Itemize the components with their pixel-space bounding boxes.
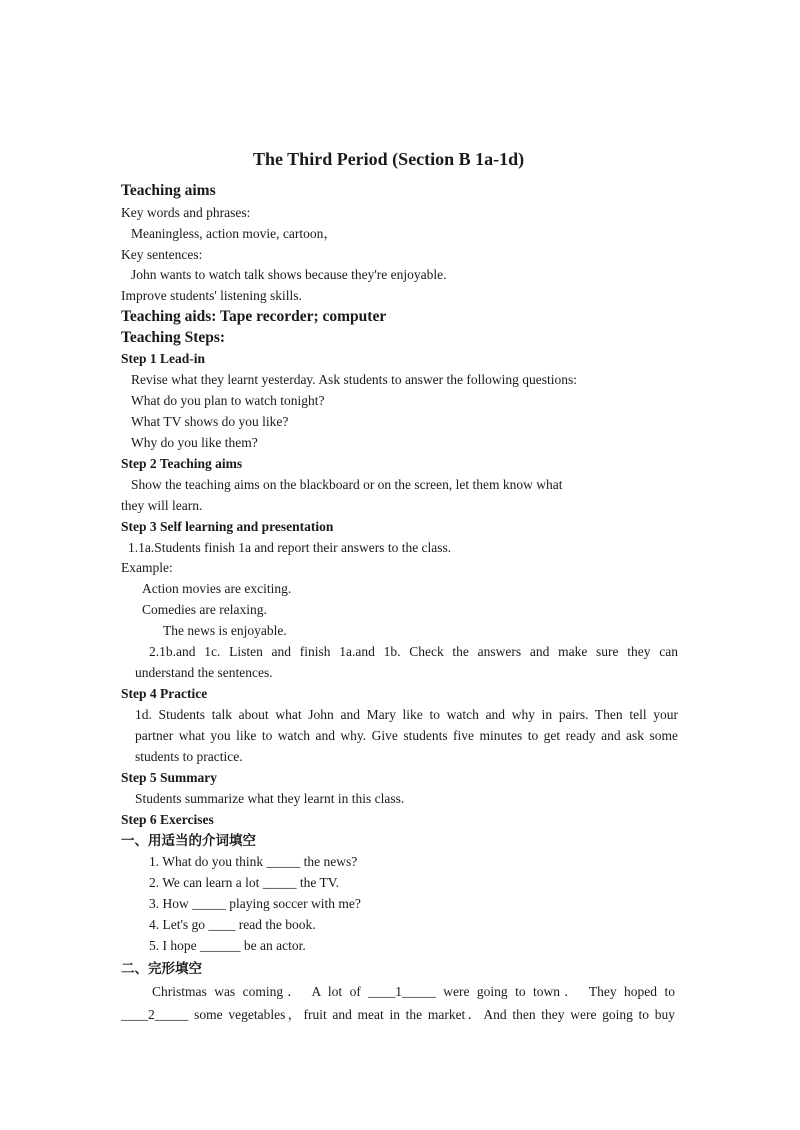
step4-line: partner what you like to watch and why. Give students five minutes to get ready and ask some: [135, 728, 678, 743]
step2-heading: Step 2 Teaching aims: [121, 456, 243, 471]
exercise-part1-heading: 一、用适当的介词填空: [121, 833, 256, 849]
step6-heading: Step 6 Exercises: [121, 812, 214, 827]
step2-line: they will learn.: [121, 498, 203, 513]
exercise-item: 3. How _____ playing soccer with me?: [149, 896, 361, 911]
exercise-item: 5. I hope ______ be an actor.: [149, 938, 306, 953]
step3-line: 2.1b.and 1c. Listen and finish 1a.and 1b. Check the answers and make sure they can: [149, 644, 678, 659]
page-title: The Third Period (Section B 1a-1d): [253, 149, 525, 169]
teaching-steps-heading: Teaching Steps:: [121, 329, 226, 346]
step5-line: Students summarize what they learnt in this class.: [135, 791, 405, 806]
example-label: Example:: [121, 560, 173, 575]
example-sentence: The news is enjoyable.: [163, 623, 287, 638]
cloze-line: ____2_____ some vegetables，fruit and meat in the market．And then they were going to buy: [121, 1007, 675, 1022]
step5-heading: Step 5 Summary: [121, 770, 218, 785]
key-words: Meaningless, action movie, cartoon，: [131, 226, 337, 241]
step1-line: Revise what they learnt yesterday. Ask students to answer the following questions:: [131, 372, 578, 387]
step1-line: Why do you like them?: [131, 435, 258, 450]
step4-line: 1d. Students talk about what John and Mary like to watch and why in pairs. Then tell your: [135, 707, 678, 722]
step3-heading: Step 3 Self learning and presentation: [121, 519, 334, 534]
step2-line: Show the teaching aims on the blackboard or on the screen, let them know what: [131, 477, 563, 492]
teaching-aims-heading: Teaching aims: [121, 182, 216, 199]
step1-line: What TV shows do you like?: [131, 414, 289, 429]
key-sentences-label: Key sentences:: [121, 247, 203, 262]
step4-line: students to practice.: [135, 749, 243, 764]
step4-heading: Step 4 Practice: [121, 686, 208, 701]
step1-line: What do you plan to watch tonight?: [131, 393, 325, 408]
improve-skills: Improve students' listening skills.: [121, 288, 302, 303]
step3-line: 1.1a.Students finish 1a and report their answers to the class.: [128, 540, 452, 555]
exercise-item: 1. What do you think _____ the news?: [149, 854, 358, 869]
teaching-aids-heading: Teaching aids: Tape recorder; computer: [121, 308, 387, 325]
exercise-item: 2. We can learn a lot _____ the TV.: [149, 875, 340, 890]
cloze-line: Christmas was coming． A lot of ____1_____ were going to town． They hoped to: [152, 984, 675, 999]
key-sentence: John wants to watch talk shows because they're enjoyable.: [131, 267, 447, 282]
step3-line: understand the sentences.: [135, 665, 273, 680]
key-words-label: Key words and phrases:: [121, 205, 251, 220]
example-sentence: Action movies are exciting.: [142, 581, 292, 596]
example-sentence: Comedies are relaxing.: [142, 602, 267, 617]
exercise-part2-heading: 二、完形填空: [121, 961, 202, 977]
step1-heading: Step 1 Lead-in: [121, 351, 206, 366]
exercise-item: 4. Let's go ____ read the book.: [149, 917, 316, 932]
